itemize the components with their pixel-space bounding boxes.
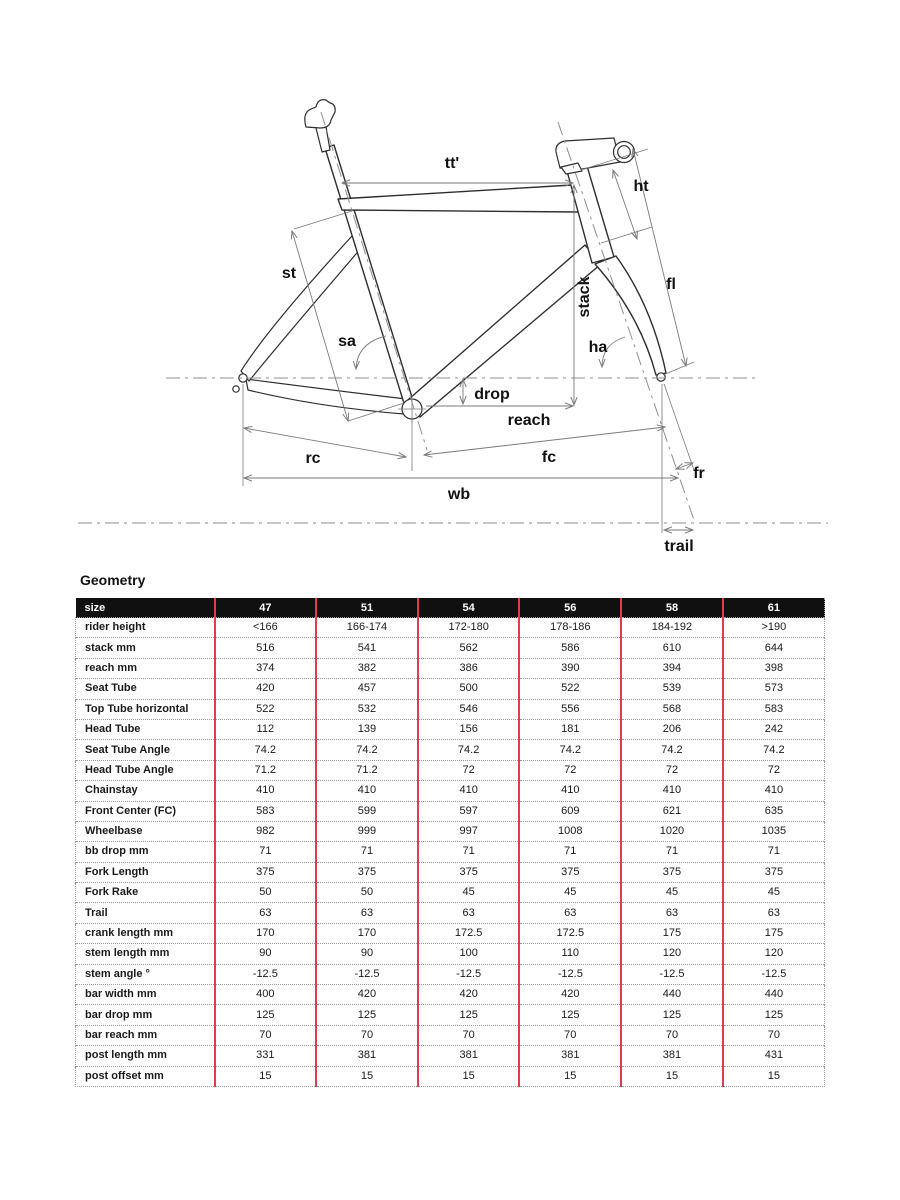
label-rear-center: rc — [305, 450, 321, 467]
table-cell: 15 — [316, 1066, 418, 1086]
size-column-header: 58 — [621, 598, 723, 618]
table-row — [76, 903, 825, 923]
table-cell: 597 — [418, 801, 520, 821]
table-cell: 72 — [519, 760, 621, 780]
table-cell: 45 — [418, 883, 520, 903]
table-cell: 70 — [215, 1025, 317, 1045]
table-cell: 74.2 — [519, 740, 621, 760]
table-cell: 15 — [519, 1066, 621, 1086]
table-cell: 74.2 — [215, 740, 317, 760]
table-cell: 997 — [418, 821, 520, 841]
table-cell: 375 — [723, 862, 825, 882]
table-row — [76, 1046, 825, 1066]
label-head-angle: ha — [588, 339, 608, 356]
header-row — [76, 598, 825, 618]
row-label: post length mm — [76, 1046, 215, 1066]
table-cell: 375 — [418, 862, 520, 882]
table-cell: 166-174 — [316, 618, 418, 638]
table-cell: 644 — [723, 638, 825, 658]
size-column-header: 56 — [519, 598, 621, 618]
table-row — [76, 781, 825, 801]
table-cell: 45 — [723, 883, 825, 903]
table-cell: 400 — [215, 985, 317, 1005]
row-label: rider height — [76, 618, 215, 638]
table-cell: 70 — [723, 1025, 825, 1045]
row-label: crank length mm — [76, 923, 215, 943]
table-cell: 63 — [418, 903, 520, 923]
table-cell: <166 — [215, 618, 317, 638]
table-cell: 381 — [316, 1046, 418, 1066]
table-cell: 420 — [316, 985, 418, 1005]
table-cell: 599 — [316, 801, 418, 821]
table-header — [76, 598, 825, 618]
table-cell: 562 — [418, 638, 520, 658]
table-cell: 583 — [723, 699, 825, 719]
table-cell: 72 — [621, 760, 723, 780]
table-cell: 516 — [215, 638, 317, 658]
table-row — [76, 658, 825, 678]
table-cell: >190 — [723, 618, 825, 638]
table-cell: 609 — [519, 801, 621, 821]
table-cell: 125 — [316, 1005, 418, 1025]
ht-bottom-extension — [601, 227, 652, 243]
table-cell: 71 — [215, 842, 317, 862]
row-label: Fork Rake — [76, 883, 215, 903]
table-cell: -12.5 — [723, 964, 825, 984]
table-cell: 982 — [215, 821, 317, 841]
table-cell: 539 — [621, 679, 723, 699]
table-cell: 610 — [621, 638, 723, 658]
label-drop: drop — [474, 386, 510, 403]
table-cell: 546 — [418, 699, 520, 719]
saddle-clamp — [305, 100, 335, 128]
table-cell: 175 — [723, 923, 825, 943]
table-body — [76, 618, 825, 1087]
table-cell: 125 — [418, 1005, 520, 1025]
table-cell: 410 — [215, 781, 317, 801]
table-cell: 586 — [519, 638, 621, 658]
table-cell: 394 — [621, 658, 723, 678]
table-cell: 172-180 — [418, 618, 520, 638]
top-tube — [338, 185, 580, 212]
table-cell: 390 — [519, 658, 621, 678]
table-cell: 375 — [316, 862, 418, 882]
label-stack: stack — [576, 276, 593, 318]
table-cell: 178-186 — [519, 618, 621, 638]
table-cell: -12.5 — [519, 964, 621, 984]
table-cell: 172.5 — [519, 923, 621, 943]
table-cell: 522 — [215, 699, 317, 719]
table-cell: 1035 — [723, 821, 825, 841]
table-cell: 125 — [621, 1005, 723, 1025]
table-cell: 15 — [723, 1066, 825, 1086]
table-cell: 71.2 — [316, 760, 418, 780]
row-label: bar drop mm — [76, 1005, 215, 1025]
table-cell: 74.2 — [418, 740, 520, 760]
size-column-header: 61 — [723, 598, 825, 618]
table-row — [76, 1066, 825, 1086]
table-cell: 139 — [316, 719, 418, 739]
table-cell: 381 — [519, 1046, 621, 1066]
table-row — [76, 760, 825, 780]
table-cell: 410 — [723, 781, 825, 801]
size-column-header: 47 — [215, 598, 317, 618]
table-cell: 63 — [723, 903, 825, 923]
dim-fork-rake — [676, 463, 693, 469]
table-cell: 156 — [418, 719, 520, 739]
table-cell: 63 — [621, 903, 723, 923]
row-label: Seat Tube Angle — [76, 740, 215, 760]
table-cell: 331 — [215, 1046, 317, 1066]
table-cell: 110 — [519, 944, 621, 964]
label-trail: trail — [664, 538, 694, 555]
table-cell: 125 — [215, 1005, 317, 1025]
table-cell: 410 — [418, 781, 520, 801]
label-front-center: fc — [541, 449, 557, 466]
size-column-header: 54 — [418, 598, 520, 618]
table-cell: -12.5 — [316, 964, 418, 984]
table-cell: 72 — [418, 760, 520, 780]
axes — [78, 112, 828, 523]
stem — [556, 138, 620, 170]
table-cell: 170 — [316, 923, 418, 943]
table-cell: 125 — [723, 1005, 825, 1025]
table-cell: -12.5 — [418, 964, 520, 984]
table-cell: 72 — [723, 760, 825, 780]
table-cell: 70 — [519, 1025, 621, 1045]
chainstay — [246, 379, 406, 414]
table-cell: 71 — [723, 842, 825, 862]
table-row — [76, 1005, 825, 1025]
table-cell: 431 — [723, 1046, 825, 1066]
table-cell: 71 — [418, 842, 520, 862]
label-head-tube: ht — [633, 178, 649, 195]
table-cell: 71.2 — [215, 760, 317, 780]
derailleur-hanger — [233, 386, 239, 392]
table-cell: 100 — [418, 944, 520, 964]
table-cell: 71 — [519, 842, 621, 862]
table-cell: 71 — [316, 842, 418, 862]
table-row — [76, 862, 825, 882]
table-cell: 420 — [519, 985, 621, 1005]
row-label: bar reach mm — [76, 1025, 215, 1045]
table-cell: 999 — [316, 821, 418, 841]
table-row — [76, 618, 825, 638]
table-cell: 15 — [418, 1066, 520, 1086]
row-label: Trail — [76, 903, 215, 923]
label-fork-rake: fr — [693, 465, 705, 482]
row-label: Seat Tube — [76, 679, 215, 699]
table-cell: 457 — [316, 679, 418, 699]
table-row — [76, 821, 825, 841]
row-label: stem length mm — [76, 944, 215, 964]
table-row — [76, 923, 825, 943]
table-cell: 70 — [418, 1025, 520, 1045]
row-label: post offset mm — [76, 1066, 215, 1086]
table-cell: 70 — [316, 1025, 418, 1045]
table-cell: -12.5 — [215, 964, 317, 984]
table-cell: 50 — [215, 883, 317, 903]
row-label: bb drop mm — [76, 842, 215, 862]
table-cell: 374 — [215, 658, 317, 678]
table-cell: 63 — [215, 903, 317, 923]
table-cell: 573 — [723, 679, 825, 699]
st-top-extension — [294, 211, 352, 229]
table-cell: 184-192 — [621, 618, 723, 638]
table-row — [76, 719, 825, 739]
row-label: Top Tube horizontal — [76, 699, 215, 719]
table-cell: 522 — [519, 679, 621, 699]
label-seat-tube: st — [281, 265, 297, 282]
table-cell: 45 — [621, 883, 723, 903]
table-cell: 120 — [723, 944, 825, 964]
table-cell: 398 — [723, 658, 825, 678]
table-cell: 568 — [621, 699, 723, 719]
table-cell: 440 — [723, 985, 825, 1005]
table-cell: 74.2 — [316, 740, 418, 760]
row-label: bar width mm — [76, 985, 215, 1005]
table-cell: 1020 — [621, 821, 723, 841]
table-cell: 410 — [621, 781, 723, 801]
section-title: Geometry — [80, 572, 146, 588]
label-seat-angle: sa — [338, 333, 356, 350]
label-reach: reach — [507, 412, 551, 429]
label-fork-length: fl — [666, 276, 676, 293]
table-row — [76, 964, 825, 984]
table-cell: 375 — [519, 862, 621, 882]
table-cell: 45 — [519, 883, 621, 903]
table-row — [76, 985, 825, 1005]
table-cell: 410 — [316, 781, 418, 801]
table-cell: 410 — [519, 781, 621, 801]
bike-frame — [233, 100, 666, 423]
table-cell: 112 — [215, 719, 317, 739]
row-label: Wheelbase — [76, 821, 215, 841]
table-cell: 621 — [621, 801, 723, 821]
size-column-header: 51 — [316, 598, 418, 618]
table-cell: 181 — [519, 719, 621, 739]
seat-stay — [241, 236, 362, 381]
table-cell: 382 — [316, 658, 418, 678]
table-cell: 206 — [621, 719, 723, 739]
label-wheelbase: wb — [447, 486, 471, 503]
table-cell: 15 — [621, 1066, 723, 1086]
table-cell: 172.5 — [418, 923, 520, 943]
table-cell: -12.5 — [621, 964, 723, 984]
table-cell: 71 — [621, 842, 723, 862]
table-cell: 420 — [418, 985, 520, 1005]
table-row — [76, 801, 825, 821]
table-row — [76, 944, 825, 964]
table-cell: 242 — [723, 719, 825, 739]
front-dropout — [657, 373, 665, 381]
table-row — [76, 699, 825, 719]
table-cell: 120 — [621, 944, 723, 964]
table-cell: 532 — [316, 699, 418, 719]
table-cell: 556 — [519, 699, 621, 719]
table-cell: 381 — [621, 1046, 723, 1066]
table-cell: 420 — [215, 679, 317, 699]
geometry-table — [75, 598, 825, 1087]
table-cell: 375 — [215, 862, 317, 882]
table-cell: 50 — [316, 883, 418, 903]
table-row — [76, 1025, 825, 1045]
table-cell: 170 — [215, 923, 317, 943]
fork-offset-line — [664, 384, 694, 470]
fork — [595, 256, 666, 375]
table-row — [76, 842, 825, 862]
steering-axis — [558, 122, 695, 523]
table-cell: 63 — [519, 903, 621, 923]
table-cell: 375 — [621, 862, 723, 882]
table-cell: 583 — [215, 801, 317, 821]
table-row — [76, 638, 825, 658]
dim-seat-angle-arc — [356, 336, 386, 369]
table-cell: 386 — [418, 658, 520, 678]
table-cell: 125 — [519, 1005, 621, 1025]
size-header-cell: size — [76, 598, 215, 618]
table-cell: 541 — [316, 638, 418, 658]
table-row — [76, 883, 825, 903]
row-label: stack mm — [76, 638, 215, 658]
table-cell: 15 — [215, 1066, 317, 1086]
table-cell: 1008 — [519, 821, 621, 841]
label-top-tube: tt' — [444, 155, 460, 172]
geometry-diagram — [0, 0, 900, 565]
table-cell: 381 — [418, 1046, 520, 1066]
table-cell: 175 — [621, 923, 723, 943]
fl-bottom-extension — [663, 362, 694, 375]
table-cell: 635 — [723, 801, 825, 821]
table-cell: 90 — [316, 944, 418, 964]
table-cell: 440 — [621, 985, 723, 1005]
row-label: stem angle ° — [76, 964, 215, 984]
table-row — [76, 740, 825, 760]
table-cell: 63 — [316, 903, 418, 923]
row-label: Head Tube — [76, 719, 215, 739]
table-cell: 70 — [621, 1025, 723, 1045]
dim-rear-center — [244, 428, 406, 457]
table-cell: 74.2 — [723, 740, 825, 760]
row-label: Chainstay — [76, 781, 215, 801]
table-row — [76, 679, 825, 699]
row-label: Fork Length — [76, 862, 215, 882]
table-cell: 90 — [215, 944, 317, 964]
table-cell: 74.2 — [621, 740, 723, 760]
table-cell: 500 — [418, 679, 520, 699]
row-label: reach mm — [76, 658, 215, 678]
row-label: Head Tube Angle — [76, 760, 215, 780]
row-label: Front Center (FC) — [76, 801, 215, 821]
